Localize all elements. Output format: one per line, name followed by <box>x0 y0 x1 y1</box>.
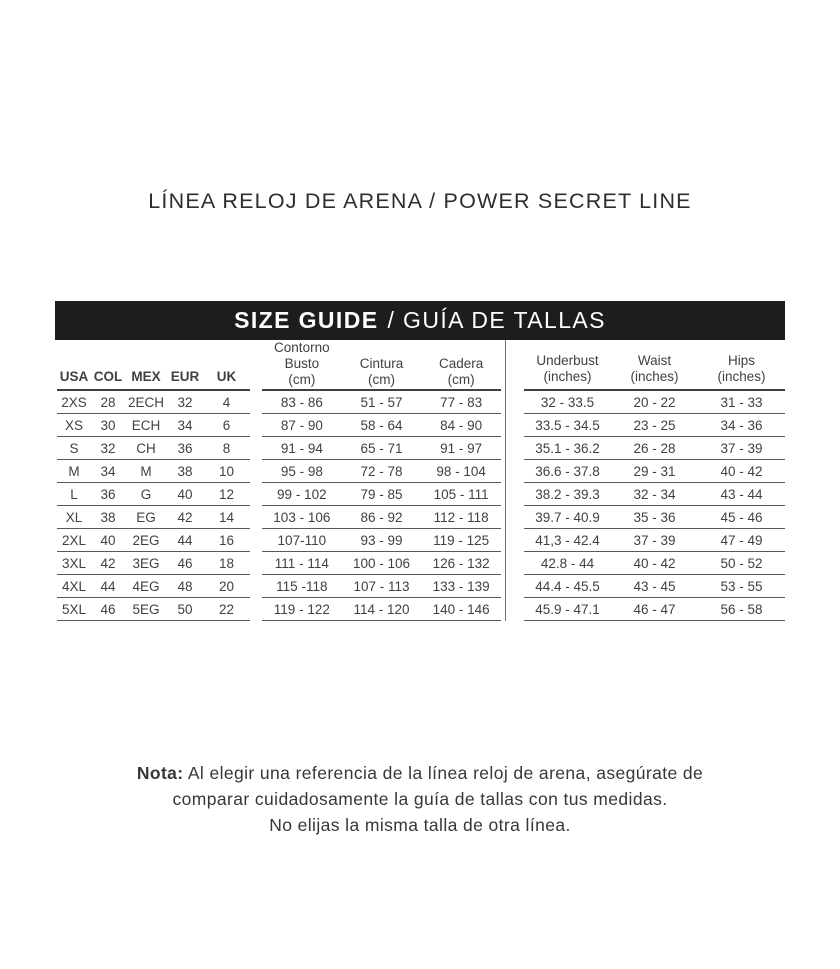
note-prefix: Nota: <box>136 763 184 783</box>
table-cell-uk: 16 <box>218 532 235 548</box>
table-cell-underbust_in: 45.9 - 47.1 <box>535 601 600 617</box>
table-row <box>524 575 785 598</box>
table-cell-waist_cm: 86 - 92 <box>360 509 403 525</box>
table-cell-col: 30 <box>100 417 116 433</box>
table-cell-waist_cm: 100 - 106 <box>352 555 411 571</box>
table-cell-hip_cm: 133 - 139 <box>432 578 490 594</box>
table-row <box>524 437 785 460</box>
banner-title-es: / GUÍA DE TALLAS <box>387 307 606 333</box>
table-row <box>57 414 250 437</box>
table-cell-waist_in: 32 - 34 <box>633 486 676 502</box>
table-row <box>262 460 501 483</box>
table-cell-col: 32 <box>100 440 116 456</box>
table-cell-waist_cm: 51 - 57 <box>360 394 403 410</box>
table-cell-usa: 4XL <box>61 578 87 594</box>
table-cell-bust_cm: 99 - 102 <box>277 486 327 502</box>
table-row <box>57 598 250 621</box>
table-row <box>524 506 785 529</box>
table-cell-waist_in: 40 - 42 <box>633 555 676 571</box>
note-line-3: No elijas la misma talla de otra línea. <box>269 815 571 835</box>
table-cell-hip_cm: 140 - 146 <box>432 601 490 617</box>
table-cell-mex: 5EG <box>132 601 160 617</box>
table-cell-usa: M <box>68 463 80 479</box>
table-cell-bust_cm: 87 - 90 <box>280 417 323 433</box>
table-row <box>524 598 785 621</box>
table-cell-uk: 4 <box>222 394 231 410</box>
table-cell-hips_in: 31 - 33 <box>720 394 763 410</box>
note-line-1 <box>0 760 840 786</box>
table-cell-underbust_in: 44.4 - 45.5 <box>535 578 600 594</box>
table-cell-mex: M <box>140 463 152 479</box>
table-cell-hip_cm: 112 - 118 <box>433 509 489 525</box>
table-cell-mex: G <box>140 486 152 502</box>
table-cell-uk: 8 <box>222 440 231 456</box>
table-cell-hips_in: 45 - 46 <box>720 509 763 525</box>
table-cell-hip_cm: 126 - 132 <box>432 555 490 571</box>
table-cell-bust_cm: 83 - 86 <box>280 394 323 410</box>
column-header: Cintura (cm) <box>359 356 404 387</box>
banner-title-en: SIZE GUIDE <box>234 307 379 333</box>
column-header: UK <box>216 369 237 384</box>
table-cell-col: 44 <box>100 578 116 594</box>
table-cell-col: 42 <box>100 555 116 571</box>
table-cell-waist_in: 26 - 28 <box>633 440 676 456</box>
table-cell-hip_cm: 91 - 97 <box>440 440 483 456</box>
table-cell-uk: 12 <box>218 486 235 502</box>
table-cell-eur: 46 <box>177 555 193 571</box>
table-cell-waist_in: 20 - 22 <box>633 394 676 410</box>
table-row <box>524 391 785 414</box>
table-cell-eur: 42 <box>177 509 193 525</box>
table-row <box>524 483 785 506</box>
table-cell-col: 36 <box>100 486 116 502</box>
table-cell-eur: 44 <box>177 532 193 548</box>
table-row <box>262 437 501 460</box>
table-cell-mex: 2ECH <box>127 394 164 410</box>
table-row <box>262 414 501 437</box>
table-cell-hips_in: 43 - 44 <box>720 486 763 502</box>
table-cell-col: 38 <box>100 509 116 525</box>
column-header: COL <box>93 369 123 384</box>
table-cell-hips_in: 34 - 36 <box>720 417 763 433</box>
table-cell-usa: XL <box>65 509 83 525</box>
table-cell-mex: ECH <box>131 417 161 433</box>
table-cell-uk: 20 <box>218 578 235 594</box>
table-row <box>524 529 785 552</box>
column-header: Cadera (cm) <box>439 356 484 387</box>
table-row <box>262 575 501 598</box>
table-row <box>57 460 250 483</box>
table-row <box>262 391 501 414</box>
table-cell-col: 28 <box>100 394 116 410</box>
table-row <box>262 552 501 575</box>
table-cell-uk: 10 <box>218 463 235 479</box>
table-cell-uk: 22 <box>218 601 235 617</box>
table-row <box>57 575 250 598</box>
table-cell-hips_in: 56 - 58 <box>720 601 763 617</box>
table-cell-mex: 4EG <box>132 578 160 594</box>
table-row <box>57 552 250 575</box>
table-cell-eur: 36 <box>177 440 193 456</box>
table-row <box>262 529 501 552</box>
table-cell-eur: 50 <box>177 601 193 617</box>
table-cell-mex: CH <box>136 440 156 456</box>
table-cell-bust_cm: 107-110 <box>277 532 327 548</box>
table-cell-underbust_in: 39.7 - 40.9 <box>535 509 600 525</box>
table-cell-hips_in: 53 - 55 <box>720 578 763 594</box>
column-header: Underbust (inches) <box>536 353 599 384</box>
table-cell-col: 46 <box>100 601 116 617</box>
table-cell-waist_cm: 79 - 85 <box>360 486 403 502</box>
table-cell-bust_cm: 115 -118 <box>276 578 328 594</box>
table-cell-waist_cm: 107 - 113 <box>353 578 410 594</box>
size-table-group-sizes <box>57 340 250 621</box>
note-line-2: comparar cuidadosamente la guía de tallas con tus medidas. <box>172 789 668 809</box>
table-cell-waist_in: 46 - 47 <box>633 601 676 617</box>
table-cell-usa: XS <box>64 417 83 433</box>
table-cell-usa: L <box>70 486 78 502</box>
table-cell-waist_cm: 72 - 78 <box>360 463 403 479</box>
table-cell-mex: 3EG <box>132 555 160 571</box>
table-cell-underbust_in: 35.1 - 36.2 <box>535 440 600 456</box>
table-cell-waist_in: 37 - 39 <box>633 532 676 548</box>
table-cell-usa: 3XL <box>61 555 87 571</box>
table-row <box>262 598 501 621</box>
column-header: EUR <box>170 369 200 384</box>
table-cell-bust_cm: 103 - 106 <box>273 509 331 525</box>
table-cell-waist_in: 35 - 36 <box>633 509 676 525</box>
table-cell-eur: 40 <box>177 486 193 502</box>
column-header: MEX <box>131 369 161 384</box>
table-cell-col: 34 <box>100 463 116 479</box>
table-cell-hip_cm: 84 - 90 <box>440 417 483 433</box>
table-cell-bust_cm: 91 - 94 <box>280 440 323 456</box>
size-guide-banner <box>55 301 785 340</box>
page-title: LÍNEA RELOJ DE ARENA / POWER SECRET LINE <box>148 189 692 213</box>
table-cell-underbust_in: 33.5 - 34.5 <box>535 417 600 433</box>
table-cell-mex: EG <box>136 509 156 525</box>
table-row <box>57 483 250 506</box>
column-group-header-inches <box>524 340 785 391</box>
table-cell-bust_cm: 95 - 98 <box>280 463 323 479</box>
table-cell-eur: 32 <box>177 394 193 410</box>
table-cell-underbust_in: 36.6 - 37.8 <box>535 463 600 479</box>
table-cell-usa: 2XS <box>61 394 87 410</box>
table-cell-bust_cm: 119 - 122 <box>273 601 330 617</box>
table-cell-col: 40 <box>100 532 116 548</box>
table-cell-waist_in: 23 - 25 <box>633 417 676 433</box>
table-cell-usa: S <box>69 440 79 456</box>
table-cell-waist_in: 43 - 45 <box>633 578 676 594</box>
table-cell-mex: 2EG <box>132 532 160 548</box>
table-cell-underbust_in: 38.2 - 39.3 <box>535 486 600 502</box>
table-cell-hips_in: 40 - 42 <box>720 463 763 479</box>
column-header: Contorno Busto (cm) <box>274 340 330 387</box>
table-cell-underbust_in: 32 - 33.5 <box>540 394 595 410</box>
table-row <box>57 437 250 460</box>
table-cell-bust_cm: 111 - 114 <box>274 555 329 571</box>
table-cell-eur: 38 <box>177 463 193 479</box>
table-cell-waist_cm: 58 - 64 <box>360 417 403 433</box>
table-cell-eur: 34 <box>177 417 193 433</box>
table-cell-hips_in: 37 - 39 <box>720 440 763 456</box>
table-row <box>262 483 501 506</box>
table-cell-hips_in: 47 - 49 <box>720 532 763 548</box>
table-row <box>57 529 250 552</box>
size-table-group-cm <box>262 340 501 621</box>
table-cell-waist_cm: 65 - 71 <box>360 440 403 456</box>
table-cell-uk: 14 <box>218 509 235 525</box>
table-cell-uk: 6 <box>222 417 231 433</box>
table-row <box>524 460 785 483</box>
note <box>0 760 840 838</box>
table-cell-waist_cm: 114 - 120 <box>353 601 410 617</box>
column-header: USA <box>59 369 89 384</box>
size-table <box>57 340 785 621</box>
table-row <box>524 414 785 437</box>
table-cell-hip_cm: 105 - 111 <box>433 486 489 502</box>
column-header: Hips (inches) <box>717 353 766 384</box>
table-cell-waist_cm: 93 - 99 <box>360 532 403 548</box>
table-cell-usa: 2XL <box>61 532 87 548</box>
table-cell-hip_cm: 98 - 104 <box>436 463 486 479</box>
table-cell-uk: 18 <box>218 555 235 571</box>
table-cell-hip_cm: 119 - 125 <box>433 532 490 548</box>
table-cell-underbust_in: 41,3 - 42.4 <box>535 532 600 548</box>
column-group-header-sizes <box>57 340 250 391</box>
table-cell-eur: 48 <box>177 578 193 594</box>
column-header: Waist (inches) <box>630 353 679 384</box>
table-cell-hip_cm: 77 - 83 <box>440 394 483 410</box>
table-cell-hips_in: 50 - 52 <box>720 555 763 571</box>
table-cell-underbust_in: 42.8 - 44 <box>540 555 595 571</box>
table-row <box>262 506 501 529</box>
table-cell-waist_in: 29 - 31 <box>633 463 676 479</box>
table-row <box>57 391 250 414</box>
column-group-header-cm <box>262 340 501 391</box>
table-row <box>57 506 250 529</box>
table-row <box>524 552 785 575</box>
size-table-group-inches <box>505 340 785 621</box>
table-cell-usa: 5XL <box>61 601 87 617</box>
note-line-1-text: Al elegir una referencia de la línea reloj de arena, asegúrate de <box>183 763 704 783</box>
